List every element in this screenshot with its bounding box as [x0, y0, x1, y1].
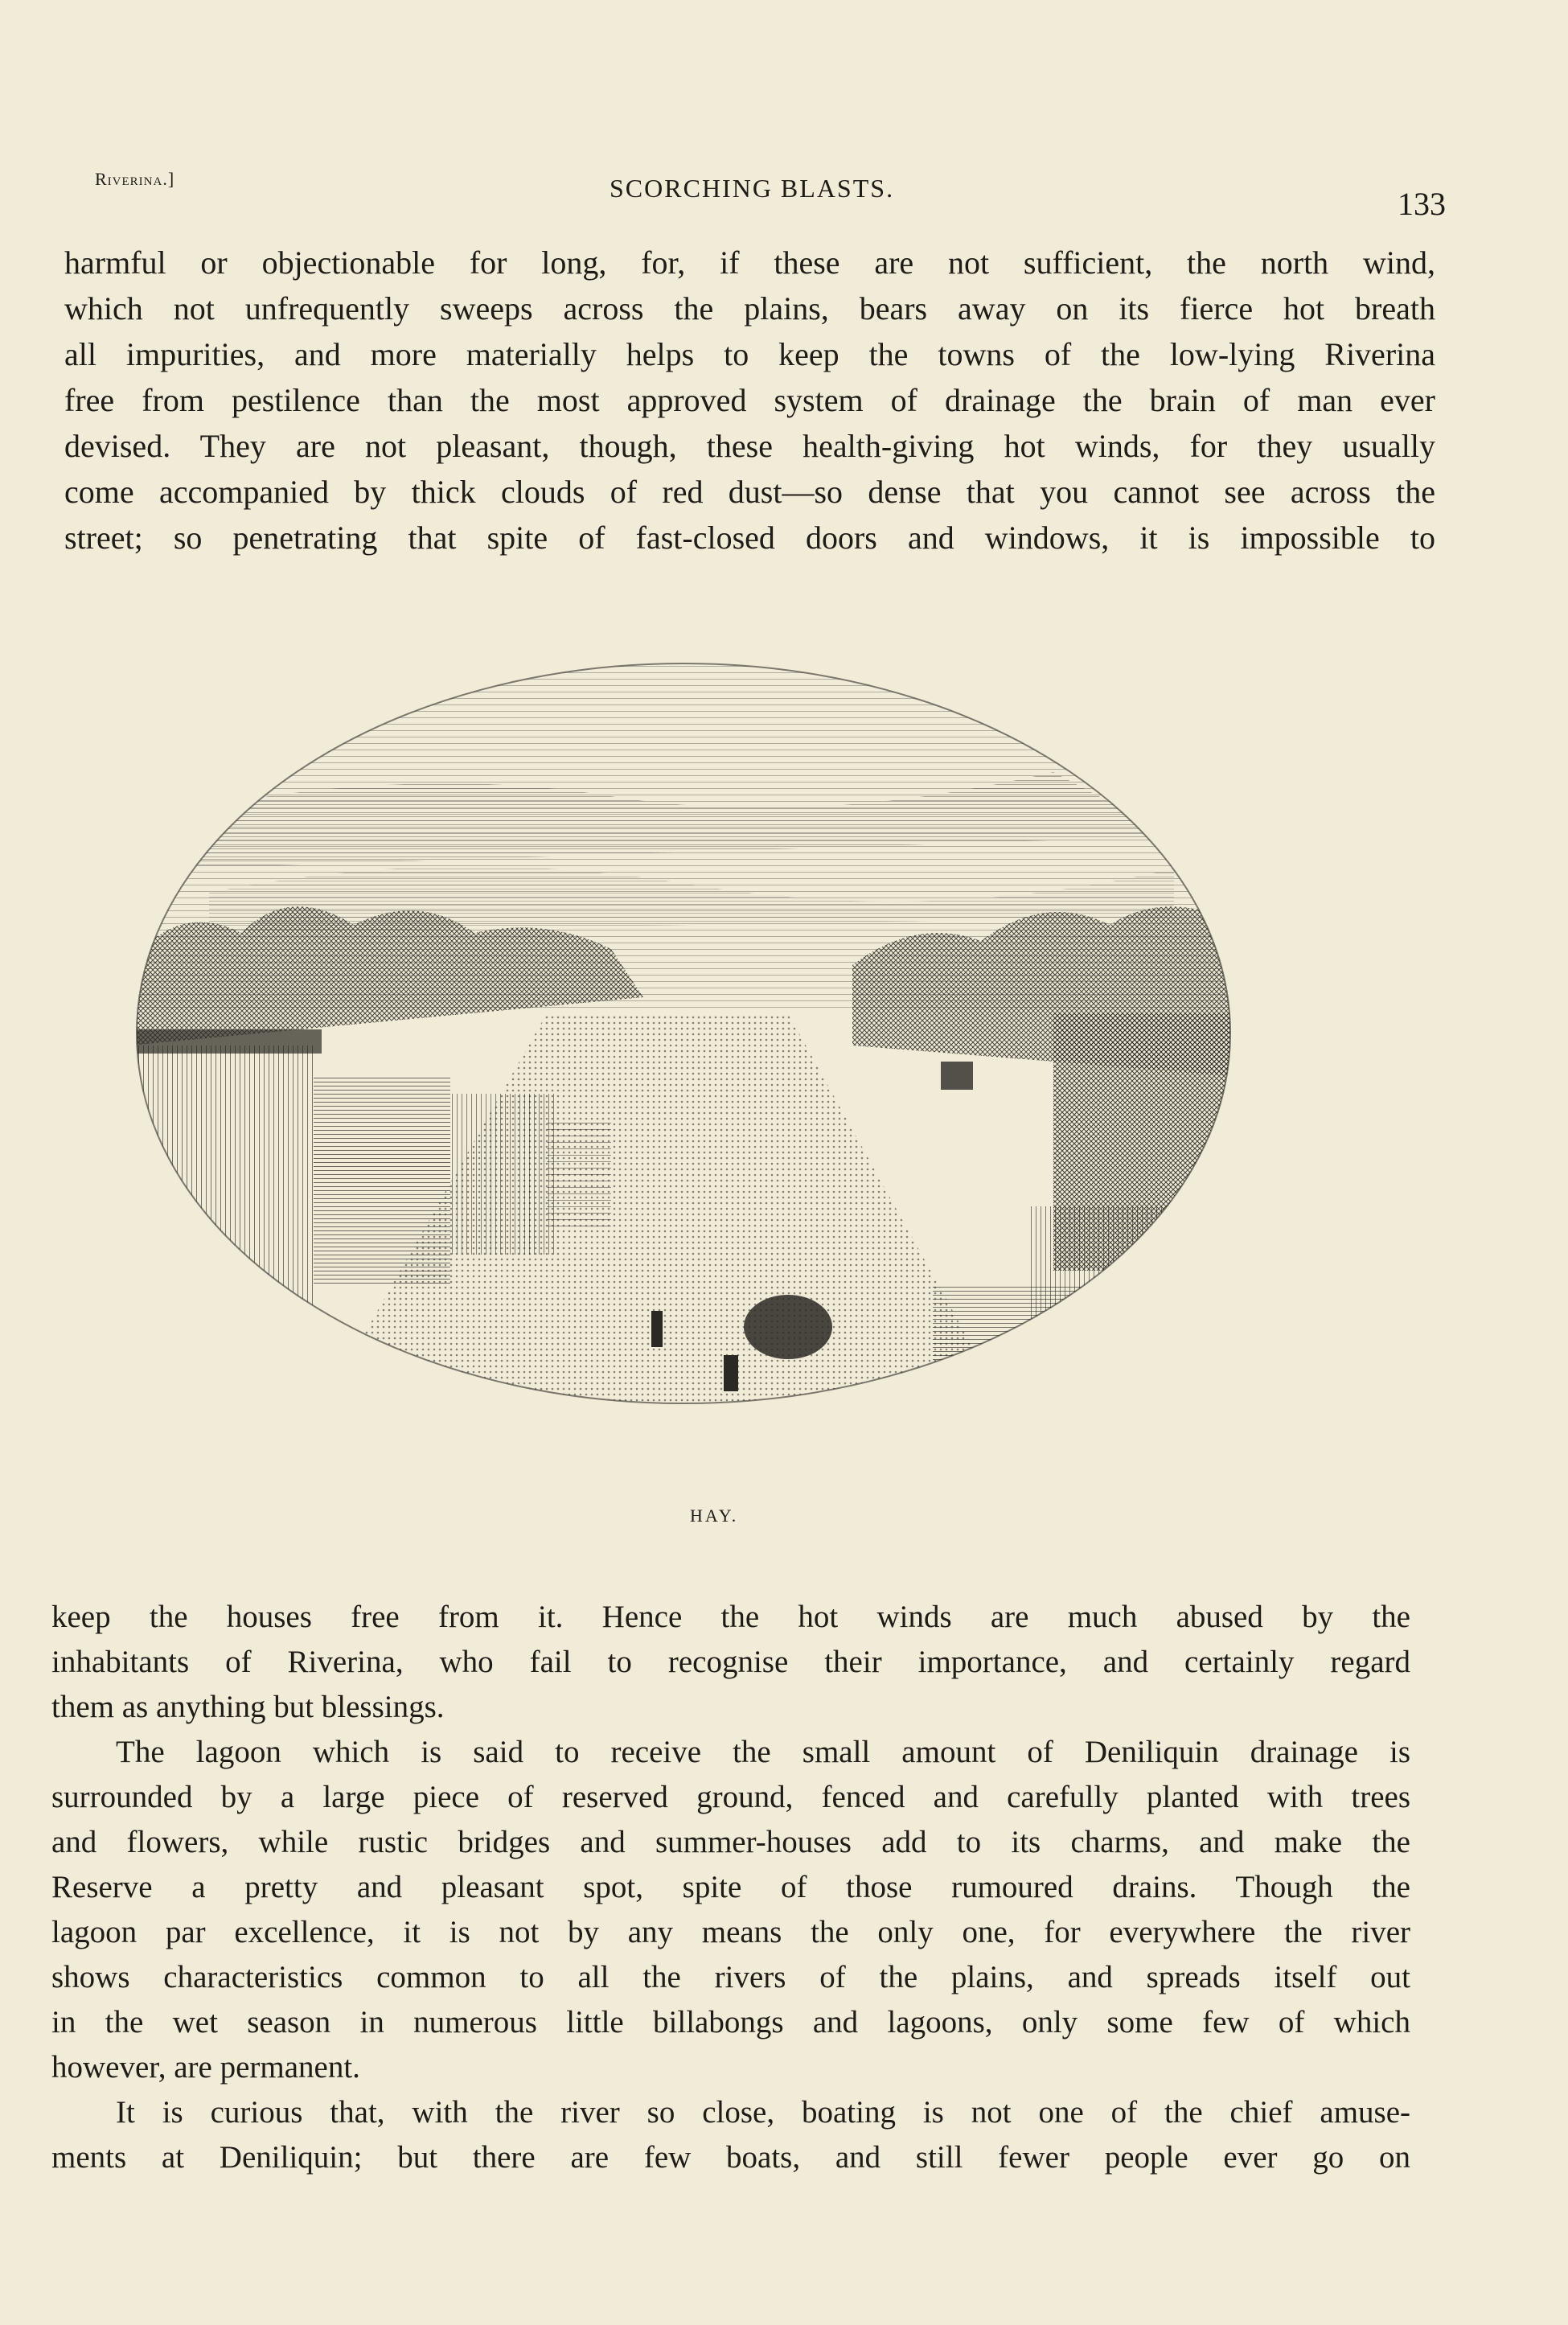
distant-carriage	[941, 1062, 973, 1090]
text-line: however, are permanent.	[51, 2050, 360, 2085]
text-line: harmful or objectionable for long, for, if these are not sufficient, the north wind,	[64, 244, 1435, 281]
text-line: It is curious that, with the river so close, boating is not one of the chief amuse-	[116, 2095, 1410, 2130]
building-left-verandah	[129, 1045, 314, 1335]
building-right-roofs	[1029, 1206, 1335, 1415]
text-line: all impurities, and more materially helps to keep the towns of the low-lying Riverina	[64, 336, 1435, 372]
illustration-caption: HAY.	[690, 1505, 739, 1526]
text-line: Reserve a pretty and pleasant spot, spite of those rumoured drains. Though the	[51, 1870, 1410, 1904]
text-line: The lagoon which is said to receive the small amount of Deniliquin drainage is	[116, 1735, 1410, 1769]
running-head-section: Riverina.]	[95, 169, 175, 189]
figure	[724, 1355, 738, 1391]
figure	[651, 1311, 663, 1347]
text-line: street; so penetrating that spite of fast-closed doors and windows, it is impossible to	[64, 520, 1435, 556]
text-line: inhabitants of Riverina, who fail to recognise their importance, and certainly regard	[51, 1645, 1410, 1679]
engraving-hay-street-scene	[129, 627, 1335, 1536]
bottom-text	[51, 1595, 1410, 2180]
text-line: them as anything but blessings.	[51, 1690, 445, 1724]
text-line: and flowers, while rustic bridges and summer-houses add to its charms, and make the	[51, 1825, 1410, 1859]
carriage	[744, 1295, 832, 1359]
running-head	[95, 161, 1446, 222]
group-of-figures	[965, 1375, 1021, 1423]
text-line: free from pestilence than the most approved system of drainage the brain of man ever	[64, 382, 1435, 418]
text-line: in the wet season in numerous little billabongs and lagoons, only some few of which	[51, 2005, 1410, 2040]
text-line: which not unfrequently sweeps across the plains, bears away on its fierce hot breath	[64, 290, 1435, 327]
text-line: ments at Deniliquin; but there are few boats, and still fewer people ever go on	[51, 2140, 1410, 2175]
text-line: come accompanied by thick clouds of red dust—so dense that you cannot see across the	[64, 474, 1435, 510]
page-number: 133	[1398, 186, 1446, 222]
text-line: keep the houses free from it. Hence the hot winds are much abused by the	[51, 1600, 1410, 1634]
running-head-title: SCORCHING BLASTS.	[610, 174, 895, 203]
text-line: surrounded by a large piece of reserved ground, fenced and carefully planted with trees	[51, 1780, 1410, 1814]
text-line: lagoon par excellence, it is not by any means the only one, for everywhere the river	[51, 1915, 1410, 1949]
text-line: devised. They are not pleasant, though, these health-giving hot winds, for they usually	[64, 428, 1435, 464]
text-line: shows characteristics common to all the rivers of the plains, and spreads itself out	[51, 1960, 1410, 1994]
top-paragraph	[64, 240, 1435, 561]
